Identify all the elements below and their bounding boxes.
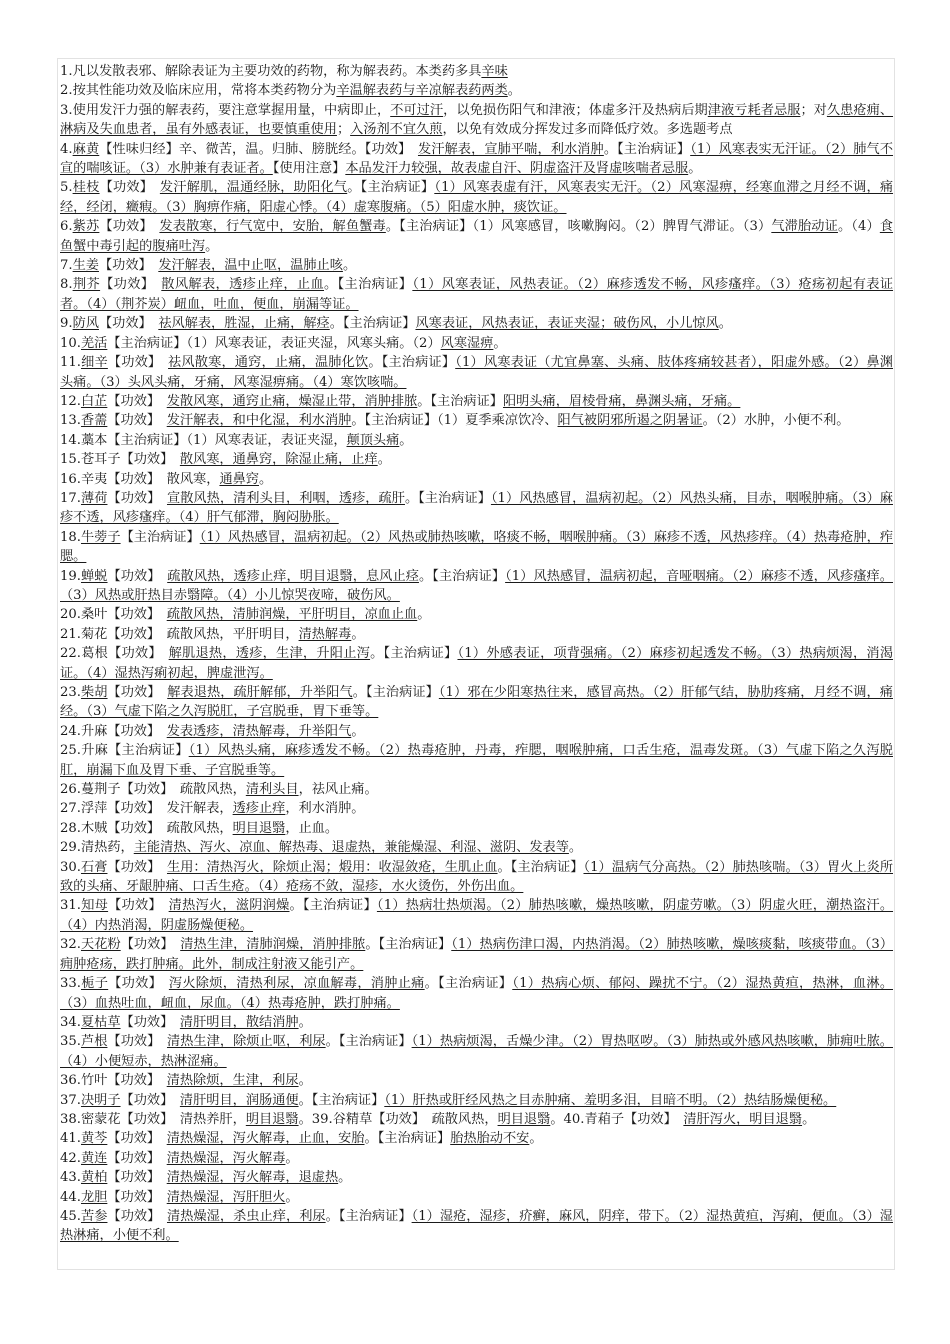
entry-text: 6. (60, 219, 73, 235)
underlined-text: （1）热病烦渴，舌燥少津。（2）胃热呕哕。（3）肺热或外感风热咳嗽，肺痈吐脓。（4）小便短赤，热淋涩痛。 (60, 1034, 893, 1069)
underlined-text: 香薷 (80, 413, 108, 429)
underlined-text: （1）风寒表实无汗证。（2）肺气不宣的喘咳证。（3）水肿兼有表证者。 (60, 141, 894, 177)
entry-text: 9. (60, 316, 73, 332)
entry-text: 【使用注意】 (272, 161, 346, 177)
underlined-text: 阳明头痛，眉棱骨痛，鼻渊头痛，牙痛。 (502, 393, 741, 409)
underlined-text: 石膏 (80, 859, 108, 875)
entry-text: 【功效】 (107, 685, 168, 700)
entry-text: 8. (60, 277, 73, 293)
entry-text: 。【主治病证】 (364, 1131, 451, 1147)
entry-text: 。 (417, 607, 431, 623)
entry-text: 22.葛根【功效】 (60, 646, 169, 662)
entry-text: 14.藁本【主治病证】（1）风寒表证，表证夹湿， (60, 432, 347, 448)
underlined-text: 夏枯草 (80, 1014, 121, 1030)
entry-20 (60, 605, 893, 624)
entry-36 (60, 1071, 893, 1090)
underlined-text: 明目退翳 (232, 820, 286, 836)
entry-text: 。 (351, 626, 365, 642)
entry-text: 【功效】 (98, 258, 159, 274)
entry-text: 32. (60, 937, 81, 953)
underlined-text: 决明子 (80, 1092, 121, 1108)
entry-text: 。 (259, 471, 273, 487)
entry-1 (60, 62, 893, 81)
entry-text: 。 (298, 1073, 312, 1089)
entry-text: 13. (60, 413, 81, 429)
entry-text: 【主治病证】（1）风寒表证，表证夹湿，风寒头痛。（2） (107, 335, 441, 351)
entry-text: 。 (298, 1014, 312, 1030)
entry-15 (60, 450, 893, 469)
entry-text: ，以免有效成分挥发过多而降低疗效。多选题考点 (442, 122, 733, 138)
entry-43 (60, 1207, 893, 1246)
underlined-text: 发汗解肌，温通经脉，助阳化气 (159, 180, 348, 196)
underlined-text: 发汗解表，和中化湿，利水消肿 (166, 413, 352, 429)
entry-text: ，利水消肿。 (285, 801, 365, 817)
entry-text: 【功效】 (107, 1208, 167, 1224)
underlined-text: 清热燥湿，杀虫止痒，利尿 (166, 1208, 326, 1224)
entry-35 (60, 1032, 893, 1071)
entry-text: 31. (60, 898, 81, 914)
underlined-text: 散风寒，通鼻窍，除湿止痛，止痒 (179, 452, 378, 468)
underlined-text: 发表散寒，行气宽中，安胎，解鱼蟹毒 (159, 219, 386, 235)
entry-text: 23. (60, 685, 81, 700)
underlined-text: 生用：清热泻火，除烦止渴；煅用：收湿敛疮，生肌止血 (166, 859, 498, 875)
entry-text: 。【主治病证】 (370, 646, 458, 662)
entry-text: ，止血。 (285, 820, 339, 836)
entry-18 (60, 528, 893, 567)
underlined-text: 解表退热，疏肝解郁，升举阳气 (167, 685, 353, 700)
underlined-text: （1）风热感冒，温病初起，音哑咽痛。（2）麻疹不透，风疹瘙痒。（3）风热或肝热目赤翳障。（4）小儿惊哭夜啼，破伤风。 (60, 568, 893, 603)
entry-text: 15.苍耳子【功效】 (60, 452, 180, 468)
entry-text: 1.凡以发散表邪、解除表证为主要功效的药物，称为解表药。本类药多具 (60, 64, 482, 79)
entry-text: 。【主治病证】 (325, 1034, 412, 1050)
entry-text: 28.木贼【功效】 疏散风热， (60, 820, 233, 836)
entry-text: 【主治病证】 (120, 529, 200, 545)
entry-text: 。 (377, 452, 391, 468)
entry-27 (60, 799, 893, 818)
entry-7 (60, 256, 893, 275)
entry-text: 【功效】 (107, 1150, 167, 1166)
underlined-text: 龙胆 (80, 1189, 108, 1205)
entry-25 (60, 741, 893, 780)
entry-text: 。 (529, 1131, 543, 1147)
underlined-text: 泻火除烦，清热利尿，凉血解毒，消肿止痛 (168, 976, 425, 992)
entry-text: 【功效】 (107, 490, 167, 506)
entry-text: 。 (285, 1189, 299, 1205)
underlined-text: 祛风散寒，通窍，止痛，温肺化饮 (168, 355, 369, 371)
entry-text: 【功效】 (107, 355, 169, 371)
entry-text: 12. (60, 393, 81, 409)
underlined-text: 羌活 (80, 335, 108, 351)
entry-text: 。【主治病证】 (324, 277, 413, 293)
underlined-text: 宣散风热，清利头目，利咽，透疹，疏肝 (166, 490, 405, 506)
entry-text: 【功效】 (100, 277, 162, 293)
underlined-text: 阳气被阴邪所遏之阴暑证 (557, 413, 703, 429)
entry-6 (60, 217, 893, 256)
underlined-text: 清热燥湿，泻火解毒，退虚热 (166, 1170, 339, 1186)
underlined-text: 祛风解表，胜湿，止痛，解痉 (158, 316, 330, 332)
entry-22 (60, 644, 893, 683)
entry-text: 【功效】 (120, 1092, 180, 1108)
entry-text: 【功效】 (99, 180, 160, 196)
entry-text: 。【主治病证】 (404, 490, 491, 506)
entry-text: 。（2）水肿，小便不利。 (702, 413, 850, 429)
underlined-text: 透疹止痒 (232, 801, 286, 817)
underlined-text: 知母 (80, 898, 109, 914)
entry-14 (60, 431, 893, 450)
entry-text: 41. (60, 1131, 81, 1147)
underlined-text: 蝉蜕 (80, 568, 108, 584)
entry-12 (60, 392, 893, 411)
entry-text: 。 (802, 1111, 816, 1127)
entry-text: 。40.青葙子【功效】 (550, 1111, 684, 1127)
underlined-text: 清热解毒 (298, 626, 352, 642)
entry-text: 36.竹叶【功效】 (60, 1073, 167, 1089)
entry-text: 37. (60, 1092, 81, 1108)
entry-text: 38.密蒙花【功效】 清热养肝， (60, 1111, 246, 1127)
entry-11 (60, 353, 893, 392)
entry-41 (60, 1168, 893, 1187)
entry-text: 。【主治病证】（1）风寒感冒，咳嗽胸闷。（2）脾胃气滞证。（3） (385, 219, 772, 235)
entry-text: 4. (60, 141, 73, 157)
entry-text: 。【主治病证】 (497, 859, 584, 875)
entry-23 (60, 683, 893, 722)
entry-10 (60, 334, 893, 353)
entry-text: 【功效】 (99, 219, 160, 235)
entry-text: 。 (285, 1150, 299, 1166)
document-page (57, 58, 895, 1270)
entry-text: 3.使用发汗力强的解表药，要注意掌握用量，中病即止， (60, 102, 391, 118)
underlined-text: 疏散风热，清肺润燥，平肝明目，凉血止血 (166, 607, 418, 623)
underlined-text: 白芷 (80, 393, 108, 409)
entry-text: 34. (60, 1014, 81, 1030)
underlined-text: 清热燥湿，泻火解毒 (166, 1150, 286, 1166)
entry-32 (60, 935, 893, 974)
underlined-text: 黄柏 (80, 1170, 108, 1186)
entry-text: 。【主治病证】 (289, 898, 377, 914)
underlined-text: 发表透疹，清热解毒，升举阳气 (166, 723, 352, 739)
entry-38 (60, 1110, 893, 1129)
underlined-text: 气滞胎动证 (771, 219, 838, 235)
entry-text: 7. (60, 258, 73, 274)
underlined-text: 清热除烦，生津，利尿 (166, 1073, 299, 1089)
entry-text: 16.辛夷【功效】 散风寒， (60, 471, 220, 487)
underlined-text: 明目退翳 (245, 1111, 299, 1127)
underlined-text: 生姜 (72, 258, 99, 274)
underlined-text: 清热生津，除烦止呕，利尿 (166, 1034, 326, 1050)
underlined-text: （1）风热感冒，温病初起。（2）风热或肺热咳嗽，咯痰不畅，咽喉肿痛。（3）麻疹不透，风热疹痒。（4）热毒疮肿，痄腮。 (60, 529, 894, 565)
underlined-text: （1）外感表证，项背强痛。（2）麻疹初起透发不畅。（3）热病烦渴，消渴证。（4）湿热泻痢初起，脾虚泄泻。 (60, 646, 894, 681)
underlined-text: 食鱼蟹中毒引起的腹痛吐泻 (60, 219, 894, 254)
entry-26 (60, 780, 893, 799)
entry-24 (60, 722, 893, 741)
underlined-text: 栀子 (80, 976, 109, 992)
underlined-text: 发汗解表，宣肺平喘，利水消肿 (417, 141, 604, 157)
entry-30 (60, 858, 893, 897)
entry-29 (60, 838, 893, 857)
entry-text: 。 (507, 83, 521, 99)
entry-text: ，以免损伤阳气和津液；体虚多汗及热病后期 (443, 102, 708, 118)
entry-8 (60, 275, 893, 314)
entry-5 (60, 178, 893, 217)
underlined-text: 不可过汗 (390, 102, 444, 118)
entry-text: 。【主治病证】 (603, 141, 691, 157)
entry-text: 【功效】 (108, 976, 169, 992)
underlined-text: 清肝明目，润肠通便 (179, 1092, 299, 1108)
entry-40 (60, 1149, 893, 1168)
underlined-text: 清热生津，清肺润燥，消肿排脓 (180, 937, 366, 953)
underlined-text: 主能清热、泻火、凉血、解热毒、退虚热，兼能燥湿、利湿、滋阴、发表等 (133, 840, 569, 856)
underlined-text: 薄荷 (80, 490, 108, 506)
entry-text: 27.浮萍【功效】 发汗解表， (60, 801, 233, 817)
entry-text: 。【主治病证】 (424, 976, 513, 992)
entry-19 (60, 567, 893, 606)
underlined-text: 辛温解表药与辛凉解表药两类 (336, 83, 508, 99)
entry-text: ，祛风止痛。 (298, 782, 378, 798)
entry-text: 42. (60, 1150, 81, 1166)
underlined-text: 防风 (72, 316, 99, 332)
entry-text: 33. (60, 976, 81, 992)
underlined-text: 颠顶头痛 (346, 432, 400, 448)
entry-text: 。39.谷精草【功效】 疏散风热， (298, 1111, 498, 1127)
entry-text: 。 (351, 723, 365, 739)
entry-3 (60, 101, 893, 140)
underlined-text: 柴胡 (80, 685, 108, 700)
underlined-text: 荆芥 (72, 277, 101, 293)
underlined-text: 发散风寒，通窍止痛，燥湿止带，消肿排脓 (166, 393, 418, 409)
underlined-text: 牛蒡子 (80, 529, 121, 545)
entry-21 (60, 625, 893, 644)
entry-text: 【功效】 (107, 1131, 167, 1147)
entry-text: 。 (568, 840, 583, 856)
underlined-text: 清热燥湿，泻肝胆火 (166, 1189, 286, 1205)
entry-39 (60, 1129, 893, 1148)
entry-text: 24.升麻【功效】 (60, 723, 167, 739)
underlined-text: 麻黄 (72, 141, 100, 157)
entry-text: 。【主治病证】（1）夏季乘凉饮冷、 (351, 413, 558, 429)
entry-text: 。【主治病证】 (368, 355, 456, 371)
entry-text: 17. (60, 490, 81, 506)
underlined-text: 清肝明目，散结消肿 (179, 1014, 299, 1030)
entry-text: 。（4） (837, 219, 880, 235)
underlined-text: 散风解表，透疹止痒，止血 (161, 277, 325, 293)
entry-33 (60, 974, 893, 1013)
underlined-text: （1）风寒表虚有汗，风寒表实无汗。（2）风寒湿痹，经寒血滞之月经不调，痛经，经闭，癥瘕。（3）胸痹作痛，阳虚心悸。（4）虚寒腹痛。（5）阳虚水肿，痰饮证。 (60, 180, 894, 215)
entry-text: 【功效】 (107, 568, 168, 584)
entry-text: 35. (60, 1034, 81, 1050)
entry-text: 。 (718, 316, 732, 332)
entry-text: 。 (342, 258, 357, 274)
entry-text: 【性味归经】辛、微苦，温。归肺、膀胱经。【功效】 (99, 141, 418, 157)
entry-text: 43. (60, 1170, 81, 1186)
entry-text: 30. (60, 859, 81, 875)
entry-16 (60, 470, 893, 489)
underlined-text: 清利头目 (245, 782, 299, 798)
underlined-text: 天花粉 (80, 937, 121, 953)
entry-text: 26.蔓荆子【功效】 疏散风热， (60, 782, 246, 798)
underlined-text: 清热泻火，滋阴润燥 (168, 898, 290, 914)
entry-17 (60, 489, 893, 528)
underlined-text: 久患疮痈、淋病及失血患者，虽有外感表证，也要慎重使用 (60, 102, 894, 138)
entry-text: 25.升麻【主治病证】 (60, 743, 189, 759)
entry-text: 。【主治病证】 (298, 1092, 385, 1108)
entry-text: 【功效】 (107, 1170, 167, 1186)
entry-text: 44. (60, 1189, 81, 1205)
entry-text: 【功效】 (120, 1014, 180, 1030)
entry-text: 45. (60, 1208, 81, 1224)
underlined-text: 清肝泻火，明目退翳 (683, 1111, 803, 1127)
underlined-text: 风寒湿痹 (440, 335, 494, 351)
underlined-text: 风寒表证，风热表证，表证夹湿；破伤风，小儿惊风 (415, 316, 719, 332)
entry-text: 。【主治病证】 (417, 393, 503, 409)
underlined-text: （1）风热感冒，温病初起。（2）风热头痛，目赤，咽喉肿痛。（3）麻疹不透，风疹瘙痒。（4）肝气郁滞，胸闷胁胀。 (60, 490, 893, 526)
entry-text: 10. (60, 335, 81, 351)
underlined-text: （1）肝热或肝经风热之目赤肿痛、羞明多泪，目暗不明。（2）热结肠燥便秘。 (384, 1092, 837, 1108)
underlined-text: 辛味 (481, 64, 508, 79)
underlined-text: 桂枝 (72, 180, 100, 196)
underlined-text: （1）热病伤津口渴，内热消渴。（2）肺热咳嗽，燥咳痰黏，咳痰带血。（3）痈肿疮疡，跌打肿痛。此外，制成注射液又能引产。 (60, 937, 894, 972)
underlined-text: 明目退翳 (497, 1111, 551, 1127)
underlined-text: 紫苏 (72, 219, 100, 235)
underlined-text: 疏散风热，透疹止痒，明目退翳，息风止痉 (167, 568, 419, 584)
underlined-text: 苦参 (80, 1208, 108, 1224)
entry-text: 【功效】 (120, 937, 181, 953)
entry-4 (60, 140, 893, 179)
entry-text: 【功效】 (107, 859, 167, 875)
entry-text: 【功效】 (108, 898, 169, 914)
entry-text: 。 (688, 161, 702, 177)
entry-13 (60, 411, 893, 430)
entry-42 (60, 1188, 893, 1207)
entry-text: 【功效】 (107, 413, 167, 429)
underlined-text: （1）热病心烦、郁闷、躁扰不宁。（2）湿热黄疸，热淋，血淋。（3）血热吐血，衄血，尿血。（4）热毒疮肿，跌打肿痛。 (60, 976, 894, 1011)
entry-text: 29.清热药， (60, 840, 134, 856)
underlined-text: 解肌退热，透疹，生津，升阳止泻 (168, 646, 371, 662)
underlined-text: 胎热胎动不安 (450, 1131, 530, 1147)
entry-text: 。【主治病证】 (352, 685, 439, 700)
underlined-text: 黄连 (80, 1150, 108, 1166)
entry-28 (60, 819, 893, 838)
entry-text: 5. (60, 180, 73, 196)
entry-text: 【功效】 (107, 1034, 167, 1050)
entry-text: 20.桑叶【功效】 (60, 607, 167, 623)
entry-text: ；对 (800, 102, 827, 118)
underlined-text: 芦根 (80, 1034, 108, 1050)
underlined-text: 清热燥湿，泻火解毒，止血，安胎 (166, 1131, 365, 1147)
underlined-text: 通鼻窍 (219, 471, 259, 487)
entry-text: 2.按其性能功效及临床应用，常将本类药物分为 (60, 83, 337, 99)
entry-text: 。【主治病证】 (365, 937, 452, 953)
entry-34 (60, 1013, 893, 1032)
entry-9 (60, 314, 893, 333)
entry-text: 【功效】 (98, 316, 159, 332)
entry-31 (60, 896, 893, 935)
underlined-text: （1）邪在少阳寒热往来，感冒高热。（2）肝郁气结，胁肋疼痛，月经不调，痛经。（3）气虚下陷之久泻脱肛，子宫脱垂，胃下垂等。 (60, 685, 893, 720)
entry-37 (60, 1091, 893, 1110)
underlined-text: 入汤剂不宜久煎 (350, 122, 443, 138)
underlined-text: （1）湿疮，湿疹，疥癣，麻风，阴痒，带下。（2）湿热黄疸，泻痢，便血。（3）湿热淋痛，小便不利。 (60, 1208, 893, 1244)
entry-text: 21.菊花【功效】 疏散风热，平肝明目， (60, 626, 299, 642)
entry-text: 【功效】 (107, 393, 167, 409)
entry-text: 。 (205, 238, 219, 254)
entry-text: 。【主治病证】 (418, 568, 506, 584)
entry-text: 18. (60, 529, 81, 545)
entry-text: 。 (399, 432, 413, 448)
entry-list (60, 62, 893, 1246)
underlined-text: 黄芩 (80, 1131, 108, 1147)
underlined-text: （1）温病气分高热。（2）肺热咳喘。（3）胃火上炎所致的头痛、牙龈肿痛、口舌生疮。（4）疮疡不敛，湿疹，水火烫伤，外伤出血。 (60, 859, 894, 895)
entry-text: 。 (493, 335, 507, 351)
entry-text: 。 (338, 1170, 352, 1186)
underlined-text: 发汗解表，温中止呕，温肺止咳 (158, 258, 343, 274)
underlined-text: 细辛 (80, 355, 108, 371)
underlined-text: （1）风热头痛，麻疹透发不畅。（2）热毒疮肿，丹毒，痄腮，咽喉肿痛，口舌生疮，温毒发斑。（3）气虚下陷之久泻脱肛，崩漏下血及胃下垂、子宫脱垂等。 (60, 743, 893, 778)
entry-text: 。【主治病证】 (347, 180, 435, 196)
entry-text: 11. (60, 355, 81, 371)
entry-text: 19. (60, 568, 81, 584)
underlined-text: 津液亏耗者忌服 (707, 102, 801, 118)
underlined-text: （1）风寒表证，风热表证。（2）麻疹透发不畅，风疹瘙痒。（3）疮疡初起有表证者。（4）（荆芥炭）衄血，吐血，便血，崩漏等证。 (60, 277, 894, 312)
underlined-text: （1）风寒表证（尤宜鼻塞、头痛、肢体疼痛较甚者），阳虚外感。（2）鼻渊头痛。（3）头风头痛，牙痛，风寒湿痹痛。（4）寒饮咳喘。 (60, 355, 893, 390)
entry-2 (60, 81, 893, 100)
entry-text: 【功效】 (107, 1189, 167, 1205)
underlined-text: 本品发汗力较强，故表虚自汗、阴虚盗汗及肾虚咳喘者忌服 (345, 161, 689, 177)
entry-text: 。【主治病证】 (325, 1208, 412, 1224)
entry-text: ； (336, 122, 351, 138)
underlined-text: （1）热病壮热烦渴。（2）肺热咳嗽，燥热咳嗽，阴虚劳嗽。（3）阴虚火旺，潮热盗汗。（4）内热消渴，阴虚肠燥便秘。 (60, 898, 894, 933)
entry-text: 。【主治病证】 (329, 316, 416, 332)
